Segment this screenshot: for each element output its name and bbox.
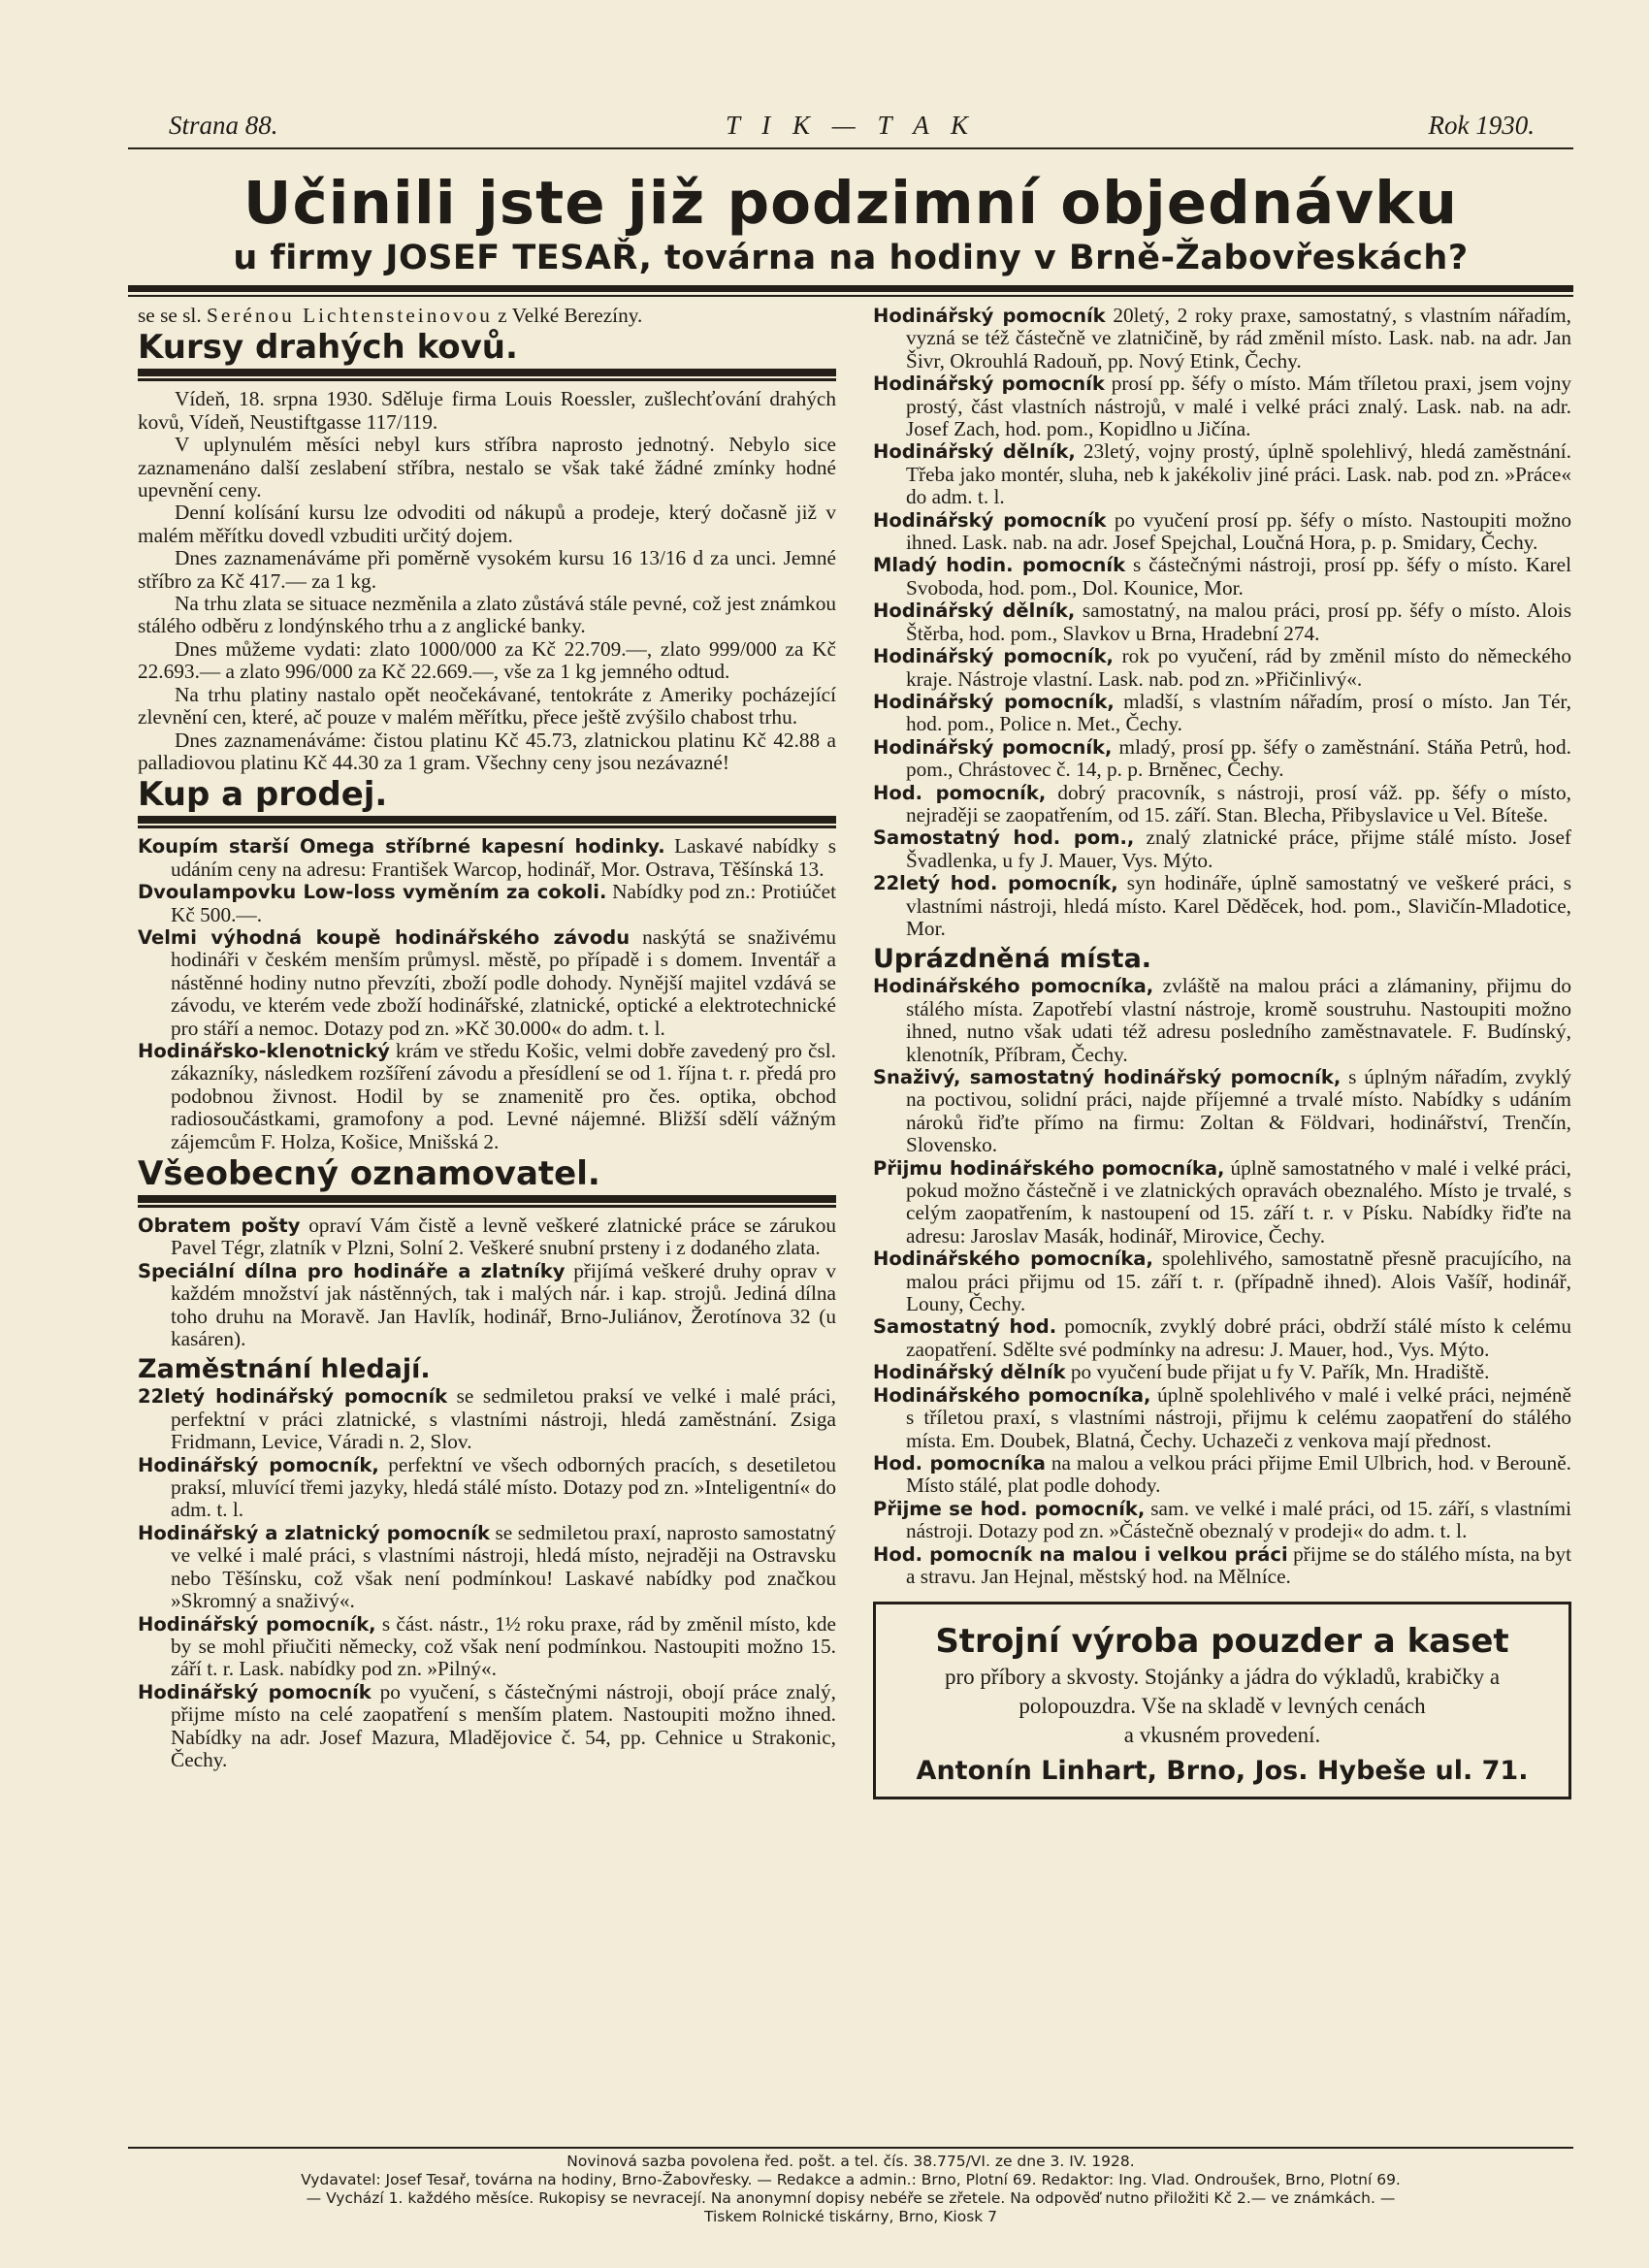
classified-ad: Přijmu hodinářského pomocníka, úplně samostatného v malé i velké práci, pokud možno částečně i ve zlatnických opravách obeznalého. Místo je trvalé, s celým zaopatřením, k nastoupení od 15. září t. r. v Písku. Nabídky řiďte na adresu: Jaroslav Masák, hodinář, Mirovice, Čechy. <box>873 1155 1571 1247</box>
classified-ad: Hodinářský pomocník, rok po vyučení, rád by změnil místo do německého kraje. Nástroje vlastní. Lask. nab. pod zn. »Přičinlivý«. <box>873 644 1572 691</box>
classified-ad: Hodinářský dělník, samostatný, na malou práci, prosí pp. šéfy o místo. Alois Štěrba, hod. pom., Slavkov u Brna, Hradební 274. <box>873 599 1572 645</box>
classified-ad: Hodinářský dělník, 23letý, vojny prostý, úplně spolehlivý, hledá zaměstnání. Třeba jako montér, sluha, neb k jakékoliv jiné práci. Lask. nab. pod zn. »Práce« do adm. t. l. <box>873 439 1572 509</box>
classified-ad: Hodinářský pomocník prosí pp. šéfy o místo. Mám tříletou praxi, jsem vojny prostý, část vlastních nástrojů, v malé i velké práci znalý. Lask. nab. na adr. Josef Zach, hod. pom., Kopidlno u Jičína. <box>873 372 1571 441</box>
section-heading-oznamovatel: Všeobecný oznamovatel. <box>138 1154 600 1193</box>
classified-ad: Hodinářský pomocník, mladý, prosí pp. šéfy o zaměstnání. Stáňa Petrů, hod. pom., Chrástovec č. 14, p. p. Brněnec, Čechy. <box>873 734 1571 782</box>
magazine-title: T I K — T A K <box>725 111 977 140</box>
classified-ad: Hodinářský dělník po vyučení bude přijat u fy V. Pařík, Mn. Hradiště. <box>873 1360 1490 1384</box>
classified-ad: Hod. pomocník na malou i velkou práci přijme se do stálého místa, na byt a stravu. Jan Hejnal, městský hod. na Mělníce. <box>873 1541 1571 1588</box>
classified-ad: Hodinářský a zlatnický pomocník se sedmiletou praxí, naprosto samostatný ve velké i malé práci, s vlastními nástroji, hledá místo, nejraději na Ostravsku nebo Těšínsku, což však není podmínkou! Laskavé nabídky pod značkou »Skromný a snaživý«. <box>138 1520 836 1613</box>
headline: Učinili jste již podzimní objednávku <box>242 169 1459 238</box>
classified-ad: Mladý hodin. pomocník s částečnými nástroji, prosí pp. šéfy o místo. Karel Svoboda, hod. pom., Dol. Kounice, Mor. <box>873 553 1571 599</box>
classified-ad: 22letý hodinářský pomocník se sedmiletou praksí ve velké i malé práci, perfektní v práci zlatnické, s vlastními nástroji, hledá zaměstnání. Zsiga Fridmann, Levice, Váradi n. 2, Slov. <box>138 1384 837 1454</box>
headline-rule <box>128 285 1573 292</box>
imprint-line: Tiskem Rolnické tiskárny, Brno, Kiosk 7 <box>703 2208 998 2225</box>
classified-ad: Speciální dílna pro hodináře a zlatníky přijímá veškeré druhy oprav v každém množství jak nástěnných, tak i malých nár. i kap. strojů. Jediná dílna toho druhu na Moravě. Jan Havlík, hodinář, Brno-Juliánov, Žerotínova 32 (u kasáren). <box>138 1258 836 1351</box>
kurs-paragraph: Denní kolísání kursu lze odvoditi od nákupů a prodeje, který dočasně již v malém měřítku dovedl vzbuditi určitý dojem. <box>138 501 836 547</box>
section-rule <box>138 369 836 378</box>
section-heading-uprazdnena-mista: Uprázdněná místa. <box>873 944 1152 975</box>
classified-ad: Obratem pošty opraví Vám čistě a levně veškeré zlatnické práce se zárukou Pavel Tégr, zlatník v Plzni, Solní 2. Veškeré snubní prsteny i z dodaného zlata. <box>138 1214 836 1260</box>
classified-ad: Hodinářského pomocníka, spolehlivého, samostatně přesně pracujícího, na malou práci přijmu od 15. září t. r. (případně ihned). Alois Vašíř, hodinář, Louny, Čechy. <box>873 1247 1571 1316</box>
classified-ad: Hod. pomocník, dobrý pracovník, s nástroji, prosí váž. pp. šéfy o místo, nejraději se zaopatřením, od 15. září. Stan. Blecha, Přibyslavice u Vel. Bíteše. <box>873 780 1571 826</box>
right-column <box>873 305 1571 1799</box>
intro-text: se se sl. Serénou Lichtensteinovou z Velké Berezíny. <box>138 304 643 327</box>
subheadline: u firmy JOSEF TESAŘ, továrna na hodiny v Brně-Žabovřeskách? <box>233 239 1469 277</box>
classified-ad: Hodinářský pomocník, perfektní ve všech odborných pracích, s desetiletou praksí, mluvící třemi jazyky, hledá stálé místo. Dotazy pod zn. »Inteligentní« do adm. t. l. <box>138 1452 836 1522</box>
left-column <box>138 305 836 1771</box>
classified-ad: Hod. pomocníka na malou a velkou práci přijme Emil Ulbrich, hod. v Berouně. Místo stálé, plat podle dohody. <box>873 1450 1571 1498</box>
classified-ad: Samostatný hod. pomocník, zvyklý dobré práci, obdrží stálé místo k celému zaopatření. Sdělte své podmínky na adresu: J. Mauer, hod., Vys. Mýto. <box>873 1314 1571 1361</box>
ad-text: a vkusném provedení. <box>1123 1723 1321 1748</box>
classified-ad: Snaživý, samostatný hodinářský pomocník, s úplným nářadím, zvyklý na poctivou, solidní práci, najde příjemné a trvalé místo. Nabídky s udáním nároků řiďte přímo na firmu: Zoltan & Földvari, hodinářství, Trenčín, Slovensko. <box>873 1065 1571 1157</box>
classified-ad: Koupím starší Omega stříbrné kapesní hodinky. Laskavé nabídky s udáním ceny na adresu: František Warcop, hodinář, Mor. Ostrava, Těšínská 13. <box>138 834 837 881</box>
classified-ad: Hodinářského pomocníka, úplně spolehlivého v malé i velké práci, nejméně s tříletou praxí, s vlastními nástroji, přijmu k celému zaopatření do stálého místa. Em. Doubek, Blatná, Čechy. Uchazeči z venkova mají přednost. <box>873 1382 1571 1452</box>
classified-ad: Velmi výhodná koupě hodinářského závodu naskýtá se snaživému hodináři v českém menším průmysl. městě, po případě i s domem. Inventář a nástěnné hodiny nutno převzíti, zboží podle dohody. Nynější majitel vzdává se závodu, ve kterém vede zboží hodinářské, zlatnické, optické a elektrotechnické pro stáří a nemoc. Dotazy pod zn. »Kč 30.000« do adm. t. l. <box>138 924 837 1040</box>
classified-ad: Hodinářský pomocník po vyučení, s částečnými nástroji, obojí práce znalý, přijme místo na celé zaopatření s menším platem. Nastoupiti možno ihned. Nabídky na adr. Josef Mazura, Mladějovice č. 54, pp. Cehnice u Strakonic, Čechy. <box>138 1679 836 1771</box>
ad-title: Strojní výroba pouzder a kaset <box>935 1622 1509 1662</box>
classified-ad: 22letý hod. pomocník, syn hodináře, úplně samostatný ve veškeré práci, s vlastními nástroji, hledá místo. Karel Děděcek, hod. pom., Slavičín-Mladotice, Mor. <box>873 871 1571 940</box>
imprint-line: — Vychází 1. každého měsíce. Rukopisy se nevracejí. Na anonymní dopisy nebéře se zřetele. Na odpověď nutno přiložiti Kč 2.— ve známkách. — <box>306 2189 1396 2207</box>
imprint-line: Vydavatel: Josef Tesař, továrna na hodiny, Brno-Žabovřesky. — Redakce a admin.: Brno, Plotní 69. Redaktor: Ing. Vlad. Ondroušek, Brno, Plotní 69. <box>301 2171 1401 2188</box>
classified-ad: Hodinářského pomocníka, zvláště na malou práci a zlámaniny, přijmu do stálého místa. Zapotřebí vlastní nástroje, kromě soustruhu. Nastoupiti možno ihned, nutno však udati též adresu posledního zaměstnavatele. F. Budínský, klenotník, Příbram, Čechy. <box>873 974 1571 1066</box>
kurs-paragraph: Dnes můžeme vydati: zlato 1000/000 za Kč 22.709.—, zlato 999/000 za Kč 22.693.— a zlato 996/000 za Kč 22.669.—, vše za 1 kg jemného odtud. <box>138 636 836 684</box>
section-heading-kursy: Kursy drahých kovů. <box>138 328 518 368</box>
ad-signature: Antonín Linhart, Brno, Jos. Hybeše ul. 71. <box>916 1756 1529 1787</box>
section-heading-kup: Kup a prodej. <box>138 775 388 815</box>
classified-ad: Hodinářský pomocník, mladší, s vlastním nářadím, prosí o místo. Jan Tér, hod. pom., Police n. Met., Čechy. <box>873 689 1571 736</box>
page <box>128 105 1573 1787</box>
display-advertisement <box>873 1602 1571 1798</box>
section-heading-zamestnani: Zaměstnání hledají. <box>138 1354 431 1385</box>
section-rule <box>138 816 836 826</box>
classified-ad: Hodinářský pomocník 20letý, 2 roky praxe, samostatný, s vlastním nářadím, vyzná se též částečně ve zlatničině, by rád změnil místo. Lask. nab. na adr. Jan Šivr, Okrouhlá Radouň, pp. Nový Etink, Čechy. <box>873 304 1571 373</box>
classified-ad: Hodinářský pomocník po vyučení prosí pp. šéfy o místo. Nastoupiti možno ihned. Lask. nab. na adr. Josef Spejchal, Loučná Hora, p. p. Smidary, Čechy. <box>873 507 1571 555</box>
headline-rule-thin <box>128 295 1573 297</box>
classified-ad: Hodinářský pomocník, s část. nástr., 1½ roku praxe, rád by změnil místo, kde by se mohl přiučiti německy, což však není podmínkou. Nastoupiti možno 15. září t. r. Lask. nabídky pod zn. »Pilný«. <box>138 1611 836 1681</box>
ad-text: pro příbory a skvosty. Stojánky a jádra do výkladů, krabičky a polopouzdra. Vše na skladě v levných cenách <box>944 1665 1501 1719</box>
page-number: Strana 88. <box>169 111 278 140</box>
kurs-paragraph: Na trhu platiny nastalo opět neočekávané, tentokráte z Ameriky pocházející zlevnění cen, které, ač pouze v malém měřítku, přece ještě zvýšilo chabost trhu. <box>138 682 836 729</box>
classified-ad: Hodinářsko-klenotnický krám ve středu Košic, velmi dobře zavedený pro čsl. zákazníky, následkem rozšíření závodu a přesídlení se od 1. října t. r. předá pro podobnou živnost. Hodil by se znamenitě pro čes. optika, obchod radiosoučástkami, gramofony a pod. Levné nájemné. Bližší sdělí vážným zájemcům F. Holza, Košice, Mnišská 2. <box>138 1038 836 1153</box>
kurs-paragraph: Na trhu zlata se situace nezměnila a zlato zůstává stále pevné, což jest známkou stálého odběru z londýnského trhu a z anglické banky. <box>138 592 836 638</box>
classified-ad: Samostatný hod. pom., znalý zlatnické práce, přijme stálé místo. Josef Švadlenka, u fy J. Mauer, Vys. Mýto. <box>873 826 1572 872</box>
year: Rok 1930. <box>1428 111 1535 140</box>
kurs-paragraph: Dnes zaznamenáváme při poměrně vysokém kursu 16 13/16 d za unci. Jemné stříbro za Kč 417.— za 1 kg. <box>138 546 836 593</box>
classified-ad: Dvoulampovku Low-loss vyměním za cokoli. Nabídky pod zn.: Protiúčet Kč 500.—. <box>138 880 836 926</box>
page-header <box>128 105 1573 149</box>
imprint-line: Novinová sazba povolena řed. pošt. a tel. čís. 38.775/VI. ze dne 3. IV. 1928. <box>566 2153 1135 2170</box>
imprint-footer <box>128 2147 1573 2226</box>
kurs-paragraph: Dnes zaznamenáváme: čistou platinu Kč 45.73, zlatnickou platinu Kč 42.88 a palladiovou platinu Kč 44.30 za 1 gram. Všechny ceny jsou nezávazné! <box>138 728 836 774</box>
classified-ad: Přijme se hod. pomocník, sam. ve velké i malé práci, od 15. září, s vlastními nástroji. Dotazy pod zn. »Částečně obeznalý v prodeji« do adm. t. l. <box>873 1496 1571 1543</box>
kurs-paragraph: Vídeň, 18. srpna 1930. Sděluje firma Louis Roessler, zušlechťování drahých kovů, Vídeň, Neustiftgasse 117/119. <box>138 387 836 434</box>
section-rule <box>138 1195 836 1205</box>
kurs-paragraph: V uplynulém měsíci nebyl kurs stříbra naprosto jednotný. Nebylo sice zaznamenáno další zeslabení stříbra, nestalo se však také žádné zmínky hodné upevnění ceny. <box>138 433 836 502</box>
